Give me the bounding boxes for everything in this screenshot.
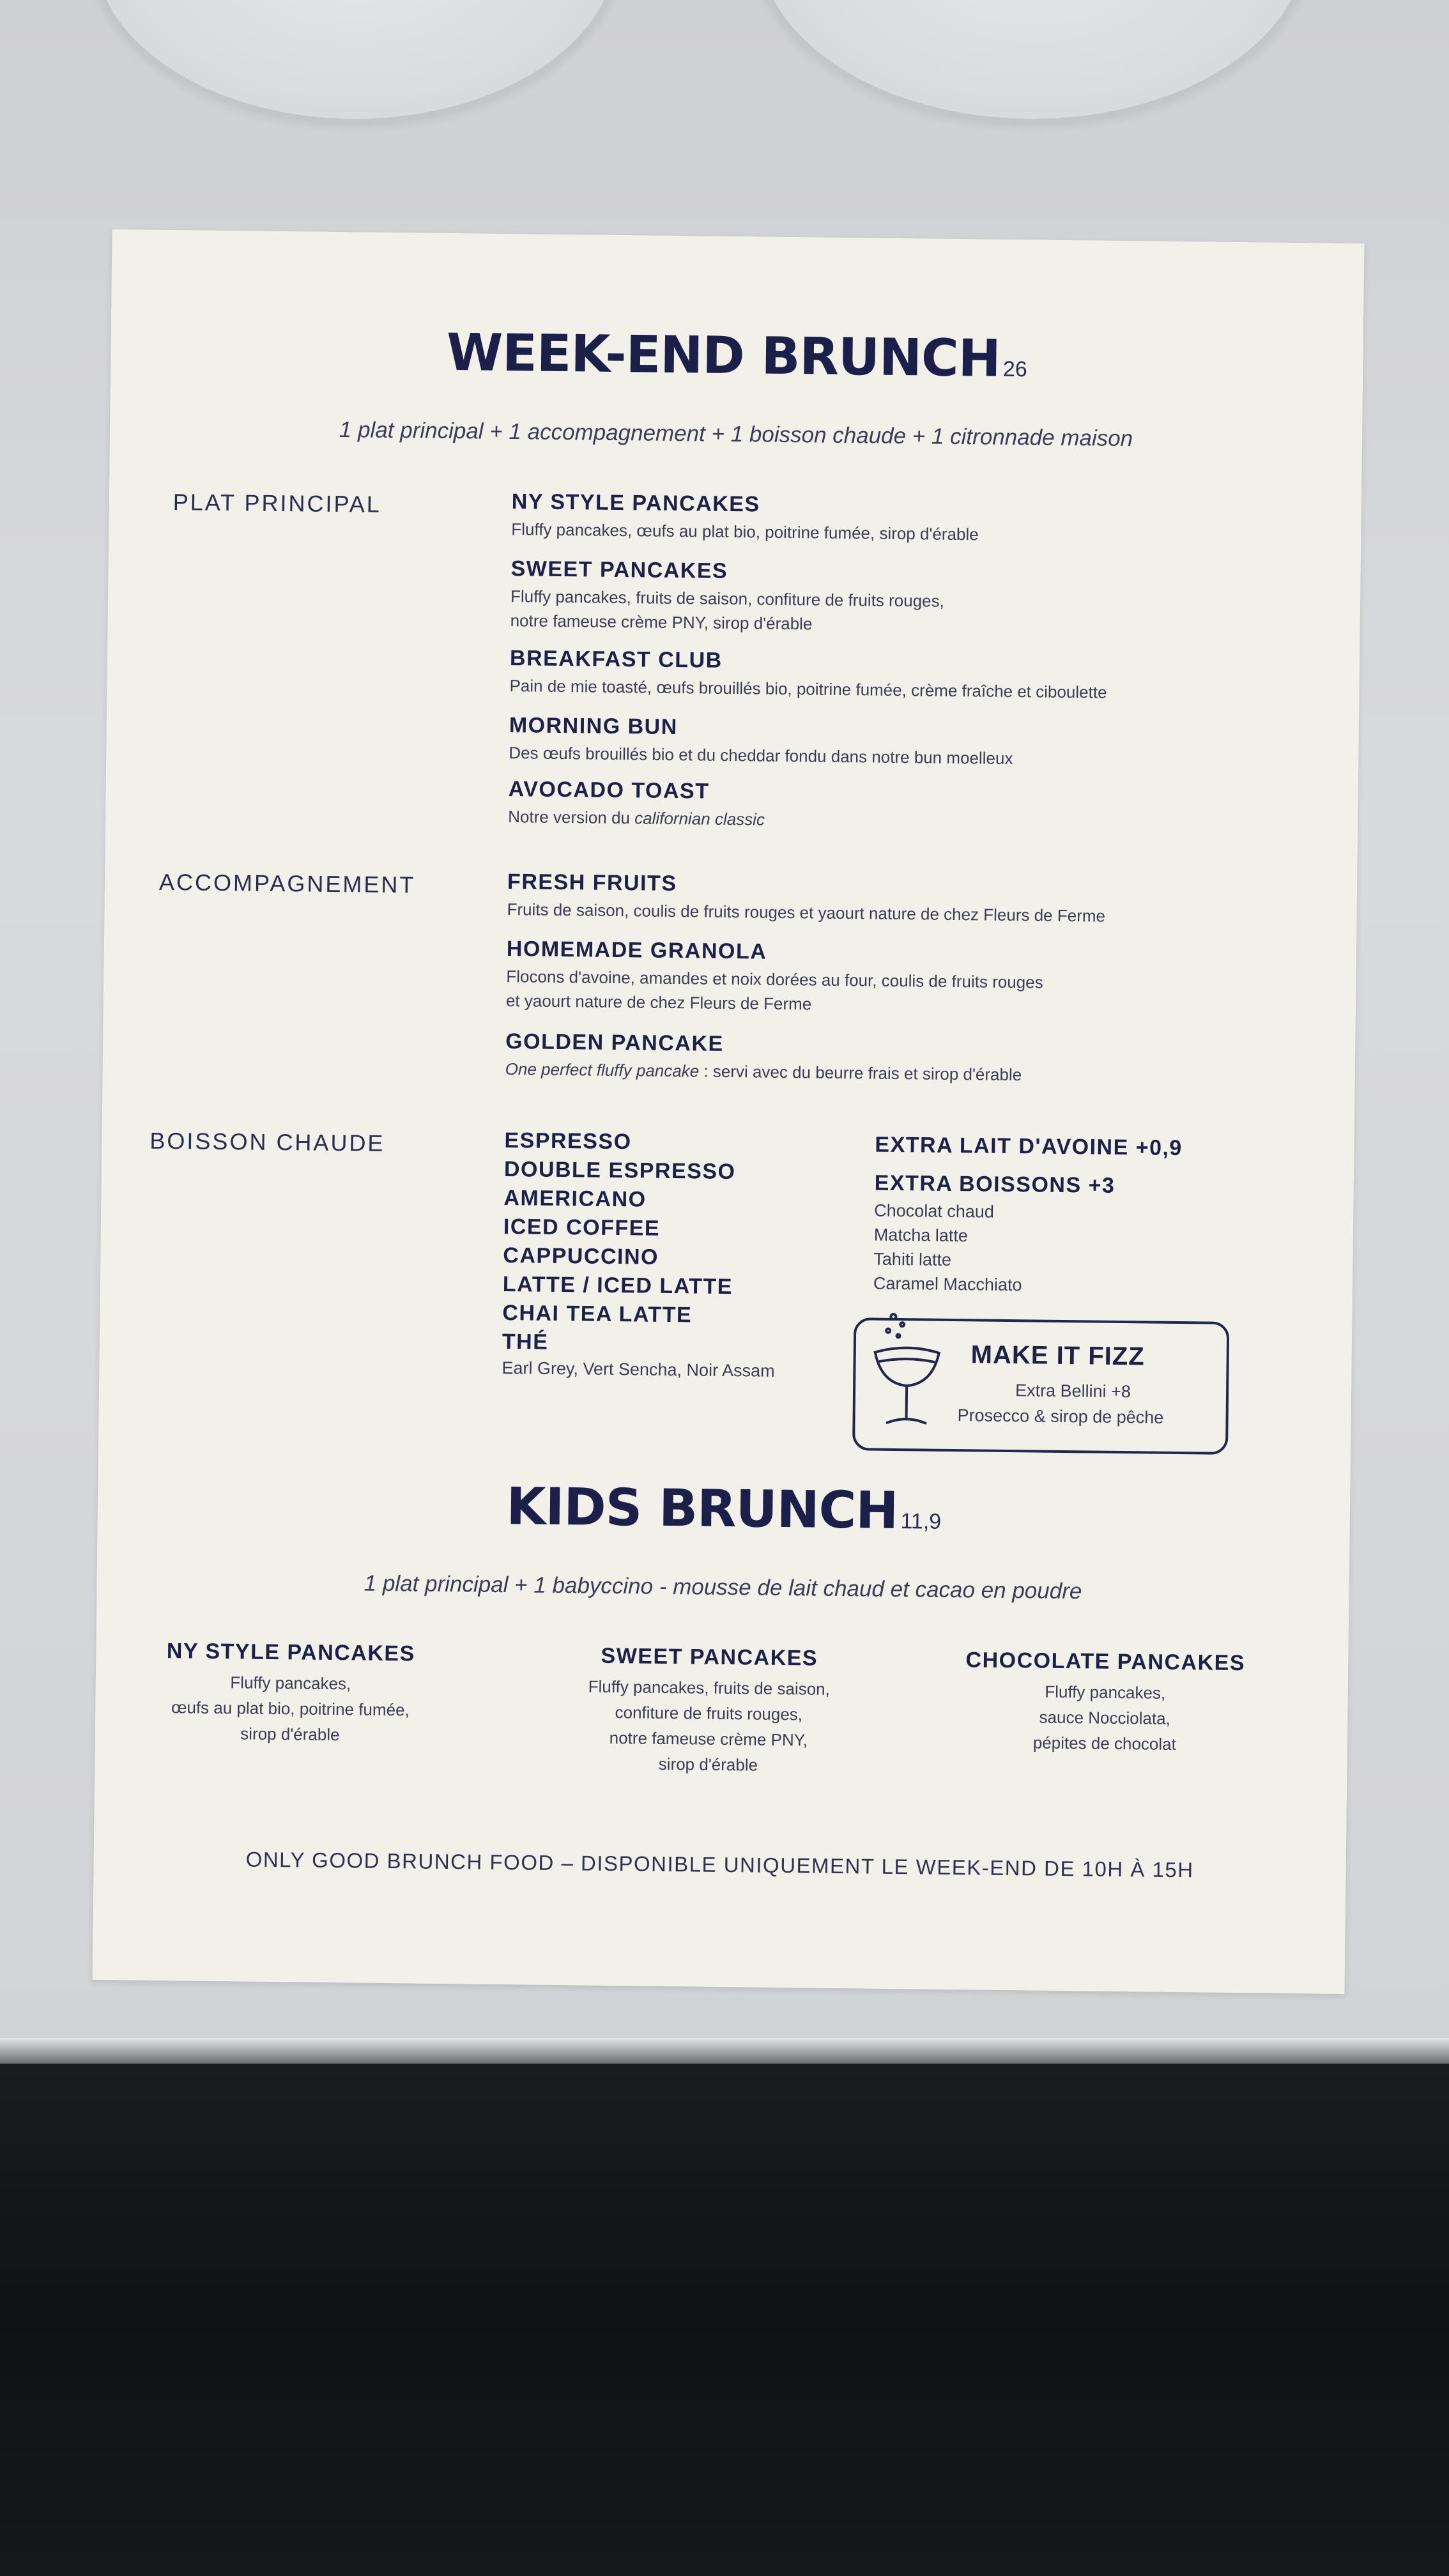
drink-item: DOUBLE ESPRESSO [503,1157,736,1184]
section-label-plat-principal: PLAT PRINCIPAL [172,489,382,518]
item-description: Pain de mie toasté, œufs brouillés bio, poitrine fumée, crème fraîche et ciboulette [509,676,1107,702]
item-description [508,804,1275,838]
item-description-text: Notre version du [508,807,631,828]
item-description [505,1057,1272,1090]
kids-header [97,1472,1350,1545]
item-description-line: notre fameuse crème PNY, sirop d'érable [510,611,813,634]
menu-item [509,646,1276,707]
drink-item: ICED COFFEE [503,1215,661,1241]
extra-drink: Chocolat chaud [874,1200,995,1222]
item-description: Fruits de saison, coulis de fruits rouges et yaourt nature de chez Fleurs de Ferme [507,900,1106,926]
menu-item [510,556,1277,641]
kids-item [939,1648,1272,1758]
kids-item-name: CHOCOLATE PANCAKES [965,1648,1246,1676]
item-description: Fluffy pancakes, œufs au plat bio, poitrine fumée, sirop d'érable [511,519,979,544]
kids-item [542,1643,875,1779]
table-edge [0,2038,1449,2064]
extra-drink: Matcha latte [873,1225,969,1246]
kids-title: KIDS BRUNCH [505,1476,898,1541]
drink-item: LATTE / ICED LATTE [502,1272,733,1300]
kids-item-line: sirop d'érable [240,1724,340,1745]
kids-item-line: Fluffy pancakes, fruits de saison, [588,1676,831,1699]
item-description-line: et yaourt nature de chez Fleurs de Ferme [505,991,812,1014]
extra-drink: Caramel Macchiato [873,1273,1022,1295]
item-name: FRESH FRUITS [507,870,677,896]
weekend-header [111,319,1363,392]
cocktail-glass-icon [868,1308,946,1436]
weekend-price: 26 [1002,356,1027,382]
fizz-line-bellini: Extra Bellini +8 [1015,1381,1131,1402]
kids-item-line: pépites de chocolat [1032,1733,1176,1754]
item-name: GOLDEN PANCAKE [505,1029,724,1056]
drink-item: CHAI TEA LATTE [502,1301,693,1328]
the-varieties: Earl Grey, Vert Sencha, Noir Assam [502,1358,775,1381]
dark-floor [0,2064,1449,2576]
fizz-line-prosecco: Prosecco & sirop de pêche [957,1406,1164,1427]
extra-lait-avoine: EXTRA LAIT D'AVOINE +0,9 [875,1132,1183,1161]
menu-item [505,1029,1273,1090]
kids-item-line: Fluffy pancakes, [230,1673,351,1694]
drink-item: ESPRESSO [504,1128,632,1154]
section-label-accompagnement: ACCOMPAGNEMENT [158,868,416,898]
menu-item [508,777,1275,838]
fizz-title: MAKE IT FIZZ [970,1340,1145,1371]
menu-item [511,489,1278,550]
item-description-line: Flocons d'avoine, amandes et noix dorées au four, coulis de fruits rouges [506,967,1043,992]
kids-item-line: notre fameuse crème PNY, [609,1728,808,1750]
extra-boissons: EXTRA BOISSONS +3 [874,1170,1116,1198]
menu-item [507,870,1274,930]
kids-item-description [939,1678,1271,1758]
drink-item: CAPPUCCINO [503,1243,659,1269]
item-name: AVOCADO TOAST [508,777,710,804]
kids-price: 11,9 [900,1509,942,1534]
item-name: MORNING BUN [509,713,678,740]
menu-card [93,229,1365,1994]
item-description [510,584,1277,641]
kids-item-line: œufs au plat bio, poitrine fumée, [171,1698,410,1720]
kids-item-name: NY STYLE PANCAKES [166,1639,415,1666]
item-description-line: Fluffy pancakes, fruits de saison, confiture de fruits rouges, [510,586,945,611]
kids-subtitle: 1 plat principal + 1 babyccino - mousse de lait chaud et cacao en poudre [364,1570,1082,1604]
kids-item-line: sauce Nocciolata, [1039,1707,1171,1728]
menu-item [509,713,1276,774]
menu-item [506,937,1273,1022]
item-name: HOMEMADE GRANOLA [506,937,767,964]
weekend-title: WEEK-END BRUNCH [446,322,1001,388]
item-description: Des œufs brouillés bio et du cheddar fondu dans notre bun moelleux [509,743,1013,769]
kids-item-description [542,1673,875,1779]
item-description-italic: One perfect fluffy pancake [505,1059,700,1081]
menu-footer: ONLY GOOD BRUNCH FOOD – DISPONIBLE UNIQUEMENT LE WEEK-END DE 10H À 15H [245,1847,1194,1882]
kids-item [124,1638,457,1749]
kids-item-name: SWEET PANCAKES [601,1643,818,1671]
item-name: NY STYLE PANCAKES [511,489,760,517]
kids-item-line: Fluffy pancakes, [1045,1682,1166,1703]
drink-item: THÉ [502,1330,549,1354]
item-description [506,964,1273,1022]
kids-item-description [124,1668,457,1749]
item-description-italic: californian classic [634,808,765,829]
item-name: BREAKFAST CLUB [509,646,723,673]
kids-item-line: sirop d'érable [658,1754,758,1775]
extra-drink: Tahiti latte [873,1249,952,1269]
drink-item: AMERICANO [503,1186,647,1212]
make-it-fizz-box [852,1317,1229,1455]
weekend-subtitle: 1 plat principal + 1 accompagnement + 1 boisson chaude + 1 citronnade maison [339,417,1133,452]
item-description-text: : servi avec du beurre frais et sirop d'érable [699,1061,1022,1085]
item-name: SWEET PANCAKES [510,556,728,583]
kids-item-line: confiture de fruits rouges, [615,1703,803,1724]
section-label-boisson-chaude: BOISSON CHAUDE [150,1127,385,1156]
